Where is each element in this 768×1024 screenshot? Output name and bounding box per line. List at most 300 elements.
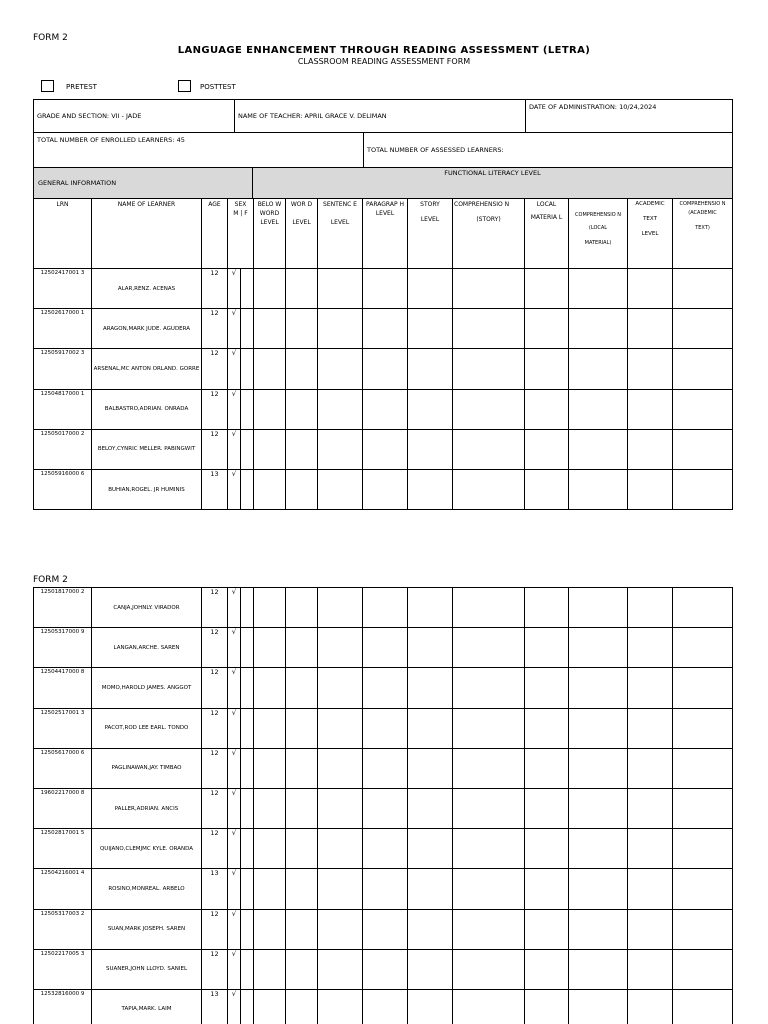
- learner-sex-f[interactable]: [241, 349, 254, 389]
- learner-lrn: 12502817001 5: [34, 829, 92, 869]
- assessment-cell[interactable]: [525, 869, 569, 909]
- assessment-cell[interactable]: [408, 829, 453, 869]
- assessment-cell[interactable]: [408, 949, 453, 989]
- assessment-cell[interactable]: [254, 469, 286, 509]
- learner-lrn: 12502617000 1: [34, 309, 92, 349]
- assessment-cell[interactable]: [569, 909, 628, 949]
- assessment-cell[interactable]: [673, 748, 733, 788]
- learner-name: ARAGON,MARK JUDE. AGUDERA: [92, 309, 202, 349]
- assessment-cell[interactable]: [453, 708, 525, 748]
- learner-lrn: 19602217000 8: [34, 788, 92, 828]
- learner-name: BELOY,CYNRIC MELLER. PABINGWIT: [92, 429, 202, 469]
- assessment-cell[interactable]: [363, 429, 408, 469]
- learner-age: 12: [202, 269, 228, 309]
- assessment-cell[interactable]: [569, 429, 628, 469]
- learner-row: [34, 869, 733, 909]
- learner-sex-f[interactable]: [241, 869, 254, 909]
- posttest-checkbox[interactable]: [178, 80, 191, 92]
- assessment-cell[interactable]: [628, 628, 673, 668]
- col-academic-text: TEXT: [643, 216, 657, 222]
- assessment-cell[interactable]: [673, 949, 733, 989]
- assessment-cell[interactable]: [408, 628, 453, 668]
- learner-lrn: 12504817000 1: [34, 389, 92, 429]
- date-cell: DATE OF ADMINISTRATION: 10/24,2024: [526, 100, 733, 133]
- assessment-cell[interactable]: [525, 588, 569, 628]
- assessment-cell[interactable]: [569, 469, 628, 509]
- col-paragraph: PARAGRAP H LEVEL: [363, 199, 408, 269]
- learner-sex-m: √: [228, 309, 241, 349]
- learner-row: [34, 628, 733, 668]
- learner-lrn: 12505617000 6: [34, 748, 92, 788]
- posttest-label: POSTTEST: [200, 83, 236, 91]
- assessment-cell[interactable]: [569, 829, 628, 869]
- assessment-cell[interactable]: [628, 949, 673, 989]
- assessment-cell[interactable]: [286, 429, 318, 469]
- form-title: LANGUAGE ENHANCEMENT THROUGH READING ASSESSMENT (LETRA): [177, 45, 591, 56]
- assessment-cell[interactable]: [363, 309, 408, 349]
- teacher-cell: NAME OF TEACHER: APRIL GRACE V. DELIMAN: [235, 100, 526, 133]
- assessment-cell[interactable]: [254, 829, 286, 869]
- assessment-cell[interactable]: [254, 389, 286, 429]
- col-comp-local-sub2: MATERIAL): [584, 240, 612, 246]
- learner-name: PACOT,ROD LEE EARL. TONDO: [92, 708, 202, 748]
- learner-sex-m: √: [228, 748, 241, 788]
- assessment-cell[interactable]: [254, 588, 286, 628]
- learner-lrn: 12532816000 9: [34, 989, 92, 1024]
- col-academic-label: ACADEMIC: [635, 201, 665, 207]
- assessment-cell[interactable]: [628, 469, 673, 509]
- assessment-cell[interactable]: [453, 588, 525, 628]
- col-academic-level: LEVEL: [641, 231, 659, 237]
- col-comp-local: [569, 199, 628, 269]
- learner-age: 13: [202, 469, 228, 509]
- assessment-cell[interactable]: [628, 309, 673, 349]
- learner-sex-f[interactable]: [241, 389, 254, 429]
- learner-sex-f[interactable]: [241, 588, 254, 628]
- assessment-cell[interactable]: [363, 628, 408, 668]
- general-info-cell: GENERAL INFORMATION: [34, 168, 253, 199]
- assessment-cell[interactable]: [363, 748, 408, 788]
- learner-sex-f[interactable]: [241, 628, 254, 668]
- assessment-cell[interactable]: [318, 788, 363, 828]
- learner-lrn: 12505317003 2: [34, 909, 92, 949]
- assessment-cell[interactable]: [318, 869, 363, 909]
- assessment-cell[interactable]: [318, 469, 363, 509]
- learner-sex-f[interactable]: [241, 429, 254, 469]
- assessment-cell[interactable]: [453, 349, 525, 389]
- col-local-label: LOCAL: [536, 201, 557, 208]
- learner-sex-f[interactable]: [241, 909, 254, 949]
- assessment-cell[interactable]: [569, 989, 628, 1024]
- assessment-cell[interactable]: [363, 989, 408, 1024]
- assessment-cell[interactable]: [525, 909, 569, 949]
- assessment-cell[interactable]: [673, 429, 733, 469]
- learner-age: 13: [202, 869, 228, 909]
- learner-row: [34, 588, 733, 628]
- learner-lrn: 12502217005 3: [34, 949, 92, 989]
- learner-row: [34, 389, 733, 429]
- col-sex-mf: M | F: [233, 210, 248, 217]
- assessment-cell[interactable]: [525, 469, 569, 509]
- learner-age: 12: [202, 668, 228, 708]
- assessment-cell[interactable]: [673, 269, 733, 309]
- assessment-cell[interactable]: [286, 829, 318, 869]
- col-lrn: LRN: [34, 199, 92, 269]
- assessment-cell[interactable]: [628, 748, 673, 788]
- learner-sex-f[interactable]: [241, 748, 254, 788]
- assessment-cell[interactable]: [318, 269, 363, 309]
- assessment-cell[interactable]: [673, 909, 733, 949]
- assessment-cell[interactable]: [453, 429, 525, 469]
- assessment-cell[interactable]: [525, 628, 569, 668]
- assessment-cell[interactable]: [628, 708, 673, 748]
- assessment-cell[interactable]: [286, 588, 318, 628]
- assessment-cell[interactable]: [254, 309, 286, 349]
- assessment-cell[interactable]: [408, 469, 453, 509]
- assessment-cell[interactable]: [363, 469, 408, 509]
- assessment-cell[interactable]: [673, 788, 733, 828]
- assessment-cell[interactable]: [408, 989, 453, 1024]
- learner-row: [34, 429, 733, 469]
- assessment-cell[interactable]: [408, 909, 453, 949]
- learner-row: [34, 708, 733, 748]
- assessment-cell[interactable]: [408, 429, 453, 469]
- assessment-cell[interactable]: [628, 989, 673, 1024]
- learner-row: [34, 469, 733, 509]
- learner-sex-f[interactable]: [241, 309, 254, 349]
- assessment-cell[interactable]: [318, 309, 363, 349]
- assessment-cell[interactable]: [408, 389, 453, 429]
- col-comp-story: [453, 199, 525, 269]
- assessment-cell[interactable]: [673, 829, 733, 869]
- assessment-cell[interactable]: [254, 949, 286, 989]
- learner-name: QUIJANO,CLEMJMC KYLE. ORANDA: [92, 829, 202, 869]
- assessment-cell[interactable]: [254, 429, 286, 469]
- assessment-cell[interactable]: [286, 668, 318, 708]
- learner-sex-f[interactable]: [241, 469, 254, 509]
- assessment-cell[interactable]: [673, 869, 733, 909]
- assessment-cell[interactable]: [673, 668, 733, 708]
- learner-name: LANGAN,ARCHE. SAREN: [92, 628, 202, 668]
- assessment-cell[interactable]: [569, 949, 628, 989]
- assessment-cell[interactable]: [254, 668, 286, 708]
- col-story-level: LEVEL: [420, 216, 440, 223]
- assessment-cell[interactable]: [453, 989, 525, 1024]
- assessment-cell[interactable]: [254, 909, 286, 949]
- learner-row: [34, 309, 733, 349]
- learners-table-page1: [33, 198, 733, 510]
- assessment-cell[interactable]: [628, 909, 673, 949]
- learner-row: [34, 668, 733, 708]
- learner-sex-m: √: [228, 628, 241, 668]
- assessment-cell[interactable]: [525, 788, 569, 828]
- learner-name: TAPIA,MARK. LAIM: [92, 989, 202, 1024]
- learner-age: 12: [202, 309, 228, 349]
- assessment-cell[interactable]: [318, 909, 363, 949]
- assessment-cell[interactable]: [318, 829, 363, 869]
- col-sentence: [318, 199, 363, 269]
- assessment-cell[interactable]: [673, 708, 733, 748]
- assessment-cell[interactable]: [673, 628, 733, 668]
- learner-age: 12: [202, 748, 228, 788]
- assessment-cell[interactable]: [628, 429, 673, 469]
- assessment-cell[interactable]: [363, 788, 408, 828]
- learner-sex-m: √: [228, 788, 241, 828]
- assessment-cell[interactable]: [254, 269, 286, 309]
- assessment-cell[interactable]: [525, 389, 569, 429]
- col-sex-label: SEX: [234, 201, 247, 208]
- assessment-cell[interactable]: [569, 668, 628, 708]
- assessment-cell[interactable]: [408, 668, 453, 708]
- col-story: [408, 199, 453, 269]
- assessment-cell[interactable]: [286, 869, 318, 909]
- learner-rows-page1: [34, 269, 733, 510]
- learner-sex-f[interactable]: [241, 708, 254, 748]
- col-comp-academic-sub: TEXT): [695, 225, 710, 231]
- assessment-cell[interactable]: [673, 469, 733, 509]
- learner-lrn: 12505017000 2: [34, 429, 92, 469]
- general-info-band: [33, 167, 733, 199]
- assessment-cell[interactable]: [569, 588, 628, 628]
- col-sentence-label: SENTENC E: [323, 201, 357, 208]
- learner-name: ARSENAL,MC ANTON ORLAND. GORRE: [92, 349, 202, 389]
- assessment-cell[interactable]: [363, 949, 408, 989]
- pretest-checkbox[interactable]: [41, 80, 54, 92]
- learner-sex-f[interactable]: [241, 788, 254, 828]
- learner-sex-f[interactable]: [241, 668, 254, 708]
- col-comp-story-sub: (STORY): [476, 216, 501, 223]
- learner-row: [34, 909, 733, 949]
- learner-age: 13: [202, 989, 228, 1024]
- col-academic: [628, 199, 673, 269]
- assessment-cell[interactable]: [286, 349, 318, 389]
- assessment-cell[interactable]: [453, 309, 525, 349]
- learner-name: PALLER,ADRIAN. ANCIS: [92, 788, 202, 828]
- assessment-cell[interactable]: [318, 668, 363, 708]
- pretest-label: PRETEST: [66, 83, 97, 91]
- learner-sex-m: √: [228, 949, 241, 989]
- assessment-cell[interactable]: [318, 748, 363, 788]
- learner-sex-f[interactable]: [241, 949, 254, 989]
- assessment-cell[interactable]: [286, 909, 318, 949]
- assessment-cell[interactable]: [628, 668, 673, 708]
- assessment-cell[interactable]: [254, 628, 286, 668]
- assessment-cell[interactable]: [453, 869, 525, 909]
- assessment-cell[interactable]: [286, 949, 318, 989]
- assessment-cell[interactable]: [363, 909, 408, 949]
- assessment-cell[interactable]: [525, 429, 569, 469]
- assessment-cell[interactable]: [569, 309, 628, 349]
- assessment-cell[interactable]: [453, 829, 525, 869]
- assessment-cell[interactable]: [453, 748, 525, 788]
- learner-row: [34, 269, 733, 309]
- col-age: AGE: [202, 199, 228, 269]
- learner-lrn: 12504417000 8: [34, 668, 92, 708]
- col-word-label: WOR D: [290, 201, 313, 208]
- assessment-cell[interactable]: [628, 829, 673, 869]
- assessment-cell[interactable]: [569, 788, 628, 828]
- assessment-cell[interactable]: [525, 708, 569, 748]
- learner-sex-m: √: [228, 869, 241, 909]
- learner-lrn: 12502417001 3: [34, 269, 92, 309]
- assessment-cell[interactable]: [286, 469, 318, 509]
- assessment-cell[interactable]: [525, 668, 569, 708]
- assessment-cell[interactable]: [363, 869, 408, 909]
- learner-name: CANJA,JOHNLY. VIRADOR: [92, 588, 202, 628]
- assessment-cell[interactable]: [673, 389, 733, 429]
- learner-sex-m: √: [228, 708, 241, 748]
- assessment-cell[interactable]: [363, 668, 408, 708]
- assessment-cell[interactable]: [628, 349, 673, 389]
- assessment-cell[interactable]: [254, 708, 286, 748]
- assessment-cell[interactable]: [408, 748, 453, 788]
- assessment-cell[interactable]: [525, 748, 569, 788]
- assessment-cell[interactable]: [408, 588, 453, 628]
- assessment-cell[interactable]: [318, 989, 363, 1024]
- assessment-cell[interactable]: [286, 989, 318, 1024]
- assessment-cell[interactable]: [363, 269, 408, 309]
- assessment-cell[interactable]: [525, 989, 569, 1024]
- assessment-cell[interactable]: [453, 909, 525, 949]
- assessment-cell[interactable]: [453, 949, 525, 989]
- assessment-cell[interactable]: [363, 708, 408, 748]
- learner-name: BALBASTRO,ADRIAN. ONRADA: [92, 389, 202, 429]
- assessment-cell[interactable]: [453, 668, 525, 708]
- col-comp-local-sub: (LOCAL: [588, 225, 608, 231]
- assessment-cell[interactable]: [286, 628, 318, 668]
- learner-age: 12: [202, 389, 228, 429]
- assessment-cell[interactable]: [525, 949, 569, 989]
- assessment-cell[interactable]: [318, 429, 363, 469]
- assessment-cell[interactable]: [453, 269, 525, 309]
- assessment-cell[interactable]: [408, 708, 453, 748]
- learner-lrn: 12505917002 3: [34, 349, 92, 389]
- assessment-cell[interactable]: [453, 788, 525, 828]
- assessment-cell[interactable]: [286, 788, 318, 828]
- learner-row: [34, 349, 733, 389]
- col-comp-academic-label: COMPREHENSIO N (ACADEMIC: [679, 201, 726, 216]
- functional-literacy-cell: FUNCTIONAL LITERACY LEVEL: [253, 168, 733, 199]
- assessment-cell[interactable]: [453, 628, 525, 668]
- assessment-cell[interactable]: [525, 309, 569, 349]
- assessment-cell[interactable]: [318, 349, 363, 389]
- assessment-cell[interactable]: [525, 349, 569, 389]
- learner-lrn: 12504216001 4: [34, 869, 92, 909]
- assessment-cell[interactable]: [254, 869, 286, 909]
- assessment-cell[interactable]: [453, 469, 525, 509]
- col-word-level: LEVEL: [292, 219, 311, 226]
- assessment-cell[interactable]: [254, 989, 286, 1024]
- assessment-cell[interactable]: [318, 588, 363, 628]
- assessment-cell[interactable]: [318, 628, 363, 668]
- assessment-cell[interactable]: [363, 829, 408, 869]
- assessment-cell[interactable]: [628, 788, 673, 828]
- assessment-cell[interactable]: [408, 349, 453, 389]
- assessment-cell[interactable]: [408, 269, 453, 309]
- assessment-cell[interactable]: [363, 349, 408, 389]
- assessment-cell[interactable]: [525, 269, 569, 309]
- learner-sex-m: √: [228, 668, 241, 708]
- assessment-cell[interactable]: [318, 949, 363, 989]
- learner-lrn: 12505916000 6: [34, 469, 92, 509]
- assessment-cell[interactable]: [286, 748, 318, 788]
- col-comp-academic: [673, 199, 733, 269]
- assessment-cell[interactable]: [673, 989, 733, 1024]
- assessment-cell[interactable]: [569, 349, 628, 389]
- learner-age: 12: [202, 949, 228, 989]
- assessment-cell[interactable]: [363, 389, 408, 429]
- learner-name: MOMO,HAROLD JAMES. ANGGOT: [92, 668, 202, 708]
- assessment-cell[interactable]: [318, 708, 363, 748]
- assessment-cell[interactable]: [569, 269, 628, 309]
- col-name: NAME OF LEARNER: [92, 199, 202, 269]
- assessment-cell[interactable]: [569, 748, 628, 788]
- assessment-cell[interactable]: [286, 389, 318, 429]
- learner-sex-m: √: [228, 829, 241, 869]
- col-below-word: BELO W WORD LEVEL: [254, 199, 286, 269]
- learner-sex-m: √: [228, 909, 241, 949]
- assessment-cell[interactable]: [254, 349, 286, 389]
- learner-name: ALAR,RENZ. ACENAS: [92, 269, 202, 309]
- assessment-cell[interactable]: [569, 389, 628, 429]
- assessment-cell[interactable]: [673, 588, 733, 628]
- learner-sex-m: √: [228, 349, 241, 389]
- assessment-cell[interactable]: [628, 869, 673, 909]
- learner-sex-f[interactable]: [241, 989, 254, 1024]
- learner-row: [34, 788, 733, 828]
- learner-row: [34, 989, 733, 1024]
- assessment-cell[interactable]: [673, 349, 733, 389]
- assessment-cell[interactable]: [363, 588, 408, 628]
- assessment-cell[interactable]: [453, 389, 525, 429]
- learner-age: 12: [202, 708, 228, 748]
- assessment-cell[interactable]: [286, 269, 318, 309]
- assessment-cell[interactable]: [569, 708, 628, 748]
- col-sex: [228, 199, 254, 269]
- form-subtitle: CLASSROOM READING ASSESSMENT FORM: [297, 57, 471, 66]
- learner-age: 12: [202, 628, 228, 668]
- assessed-cell: TOTAL NUMBER OF ASSESSED LEARNERS:: [364, 133, 733, 168]
- learner-sex-f[interactable]: [241, 829, 254, 869]
- assessment-cell[interactable]: [318, 389, 363, 429]
- assessment-cell[interactable]: [286, 708, 318, 748]
- learner-sex-f[interactable]: [241, 269, 254, 309]
- grade-section-cell: GRADE AND SECTION: VII - JADE: [34, 100, 235, 133]
- assessment-cell[interactable]: [408, 869, 453, 909]
- assessment-cell[interactable]: [628, 269, 673, 309]
- assessment-cell[interactable]: [673, 309, 733, 349]
- assessment-cell[interactable]: [569, 869, 628, 909]
- col-comp-story-label: COMPREHENSIO N: [454, 201, 510, 208]
- learner-name: SUANER,JOHN LLOYD. SANIEL: [92, 949, 202, 989]
- assessment-cell[interactable]: [525, 829, 569, 869]
- learner-sex-m: √: [228, 269, 241, 309]
- form-label: FORM 2: [33, 33, 68, 43]
- assessment-cell[interactable]: [408, 309, 453, 349]
- assessment-cell[interactable]: [408, 788, 453, 828]
- assessment-cell[interactable]: [254, 748, 286, 788]
- col-word: [286, 199, 318, 269]
- learner-age: 12: [202, 349, 228, 389]
- learner-sex-m: √: [228, 389, 241, 429]
- learner-age: 12: [202, 829, 228, 869]
- assessment-cell[interactable]: [628, 389, 673, 429]
- assessment-cell[interactable]: [628, 588, 673, 628]
- assessment-cell[interactable]: [254, 788, 286, 828]
- assessment-cell[interactable]: [286, 309, 318, 349]
- assessment-cell[interactable]: [569, 628, 628, 668]
- learner-age: 12: [202, 429, 228, 469]
